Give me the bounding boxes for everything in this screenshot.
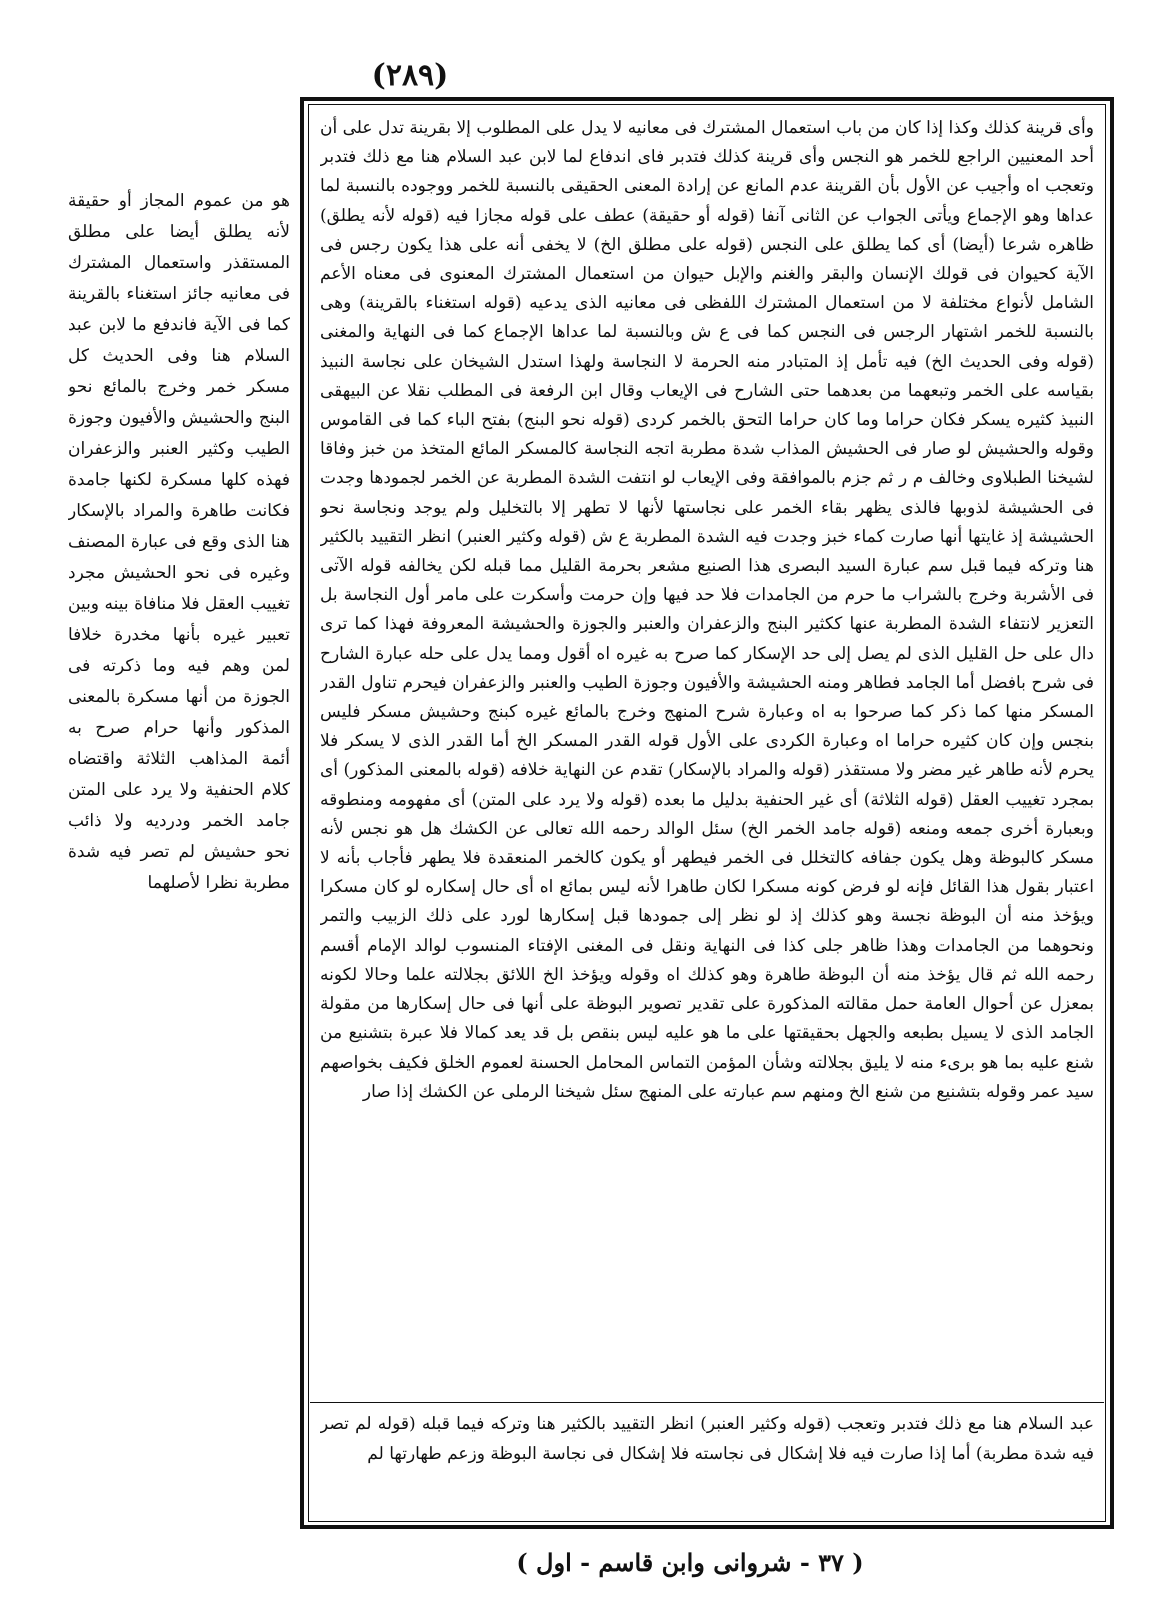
page-number: (٢٨٩) [371,58,449,93]
footnote-paragraph: عبد السلام هنا مع ذلك فتدبر وتعجب (قوله وكثير العنبر) انظر التقييد بالكثير هنا وتركه فيما قبله (قوله لم تصر فيه شدة مطربة) أما إذا صارت فيه فلا إشكال فى نجاسته فلا إشكال فى نجاسة البوظة وزعم طهارتها لم [320,1414,1094,1464]
book-signature-label: ( ٣٧ - شروانى وابن قاسم - اول ) [516,1548,864,1577]
margin-commentary-text [68,186,290,1306]
main-paragraph: وأى قرينة كذلك وكذا إذا كان من باب استعمال المشترك فى معانيه لا يدل على المطلوب إلا بقرينة تدل على أن أحد المعنيين الراجع للخمر هو النجس وأى قرينة كذلك فتدبر فاى اندفاع لما لابن عبد السلام هنا مع ذلك فتدبر وتعجب اه وأجيب عن الأول بأن القرينة عدم المانع عن إرادة المعنى الحقيقى بالنسبة للخمر ووجوده بالنسبة لما عداها وهو الإجماع ويأتى الجواب عن الثانى آنفا (قوله أو حقيقة) عطف على قوله مجازا فيه (قوله لأنه يطلق) ظاهره شرعا (أيضا) أى كما يطلق على النجس (قوله على مطلق الخ) لا يخفى أنه على هذا يكون رجس فى الآية كحيوان فى قولك الإنسان والبقر والغنم والإبل حيوان من استعمال المشترك المعنوى فى معناه الأعم الشامل لأنواع مختلفة لا من استعمال المشترك اللفظى فى معانيه الذى يدعيه (قوله استغناء بالقرينة) وهى بالنسبة للخمر اشتهار الرجس فى النجس كما فى ع ش وبالنسبة لما عداها الإجماع كما فى النهاية والمغنى (قوله وفى الحديث الخ) فيه تأمل إذ المتبادر منه الحرمة لا النجاسة ولهذا استدل الشيخان على نجاسة النبيذ بقياسه على الخمر وتبعهما من بعدهما حتى الشارح فى الإيعاب وقال ابن الرفعة فى المطلب نقلا عن البيهقى النبيذ كثيره يسكر فكان حراما وما كان حراما التحق بالخمر كردى (قوله نحو البنج) بفتح الباء كما فى القاموس وقوله والحشيش لو صار فى الحشيش المذاب شدة مطربة اتجه النجاسة كالمسكر المائع المتخذ من خبز وفاقا لشيخنا الطبلاوى وخالف م ر ثم جزم بالموافقة وفى الإيعاب لو انتفت الشدة المطربة عن الخمر لجمودها وجدت فى الحشيشة لذوبها فالذى يظهر بقاء الخمر على نجاستها لأنها لا تطهر إلا بالتخليل ولم يوجد ونجاسة نحو الحشيشة إذ غايتها أنها صارت كماء خبز وجدت فيه الشدة المطربة ع ش (قوله وكثير العنبر) انظر التقييد بالكثير هنا وتركه فيما قبل سم عبارة السيد البصرى هذا الصنيع مشعر بحرمة القليل مما قبله لكن يخالفه قوله الآتى فى الأشربة وخرج بالشراب ما حرم من الجامدات فلا حد فيها وإن حرمت وأسكرت على مامر أول النجاسة بل التعزير لانتفاء الشدة المطربة عنها ككثير البنج والزعفران والعنبر والجوزة والحشيشة المعروفة فهذا كما ترى دال على حل القليل الذى لم يصل إلى حد الإسكار كما صرح به غيره اه أقول ومما يدل على حله عبارة الشارح فى شرح بافضل أما الجامد فطاهر ومنه الحشيشة والأفيون وجوزة الطيب والعنبر والزعفران فيحرم تناول القدر المسكر منها كما ذكر كما صرحوا به اه وعبارة شرح المنهج وخرج بالمائع غيره كبنج وحشيش مسكر فليس بنجس وإن كان كثيره حراما اه وعبارة الكردى على الأول قوله القدر المسكر الخ أما القدر الذى لا يسكر فلا يحرم لأنه طاهر غير مضر ولا مستقذر (قوله والمراد بالإسكار) تقدم عن النهاية خلافه (قوله بالمعنى المذكور) أى بمجرد تغييب العقل (قوله الثلاثة) أى غير الحنفية بدليل ما بعده (قوله ولا يرد على المتن) أى مفهومه ومنطوقه وبعبارة أخرى جمعه ومنعه (قوله جامد الخمر الخ) سئل الوالد رحمه الله تعالى عن الكشك هل هو نجس لأنه مسكر كالبوظة وهل يكون جفافه كالتخلل فى الخمر فيطهر أو يكون كالخمر المنعقدة فلا يطهر فأجاب بأنه لا اعتبار بقول هذا القائل فإنه لو فرض كونه مسكرا لكان طاهرا لأنه ليس بمائع اه أى حال إسكاره لو كان مسكرا ويؤخذ منه أن البوظة نجسة وهو كذلك إذ لو نظر إلى جمودها قبل إسكارها لورد على ذلك الزبيب والتمر ونحوهما من الجامدات وهذا ظاهر جلى كذا فى النهاية ونقل فى المغنى الإفتاء المنسوب لوالد الإمام أقسم رحمه الله ثم قال يؤخذ منه أن البوظة طاهرة وهو كذلك اه وقوله ويؤخذ الخ اللائق بجلالته علما وحالا لكونه بمعزل عن أحوال العامة حمل مقالته المذكورة على تقدير تصوير البوظة على أنها فى حال إسكارها من مقولة الجامد الذى لا يسيل بطبعه والجهل بحقيقتها على ما هو عليه ليس بنقص بل قد يعد كمالا فلا عبرة بتشنيع من شنع عليه بما هو برىء منه لا يليق بجلالته وشأن المؤمن التماس المحامل الحسنة لعموم الخلق فكيف بخواصهم سيد عمر وقوله بتشنيع من شنع الخ ومنهم سم عبارته على المنهج سئل شيخنا الرملى عن الكشك إذا صار [320,118,1094,1102]
margin-paragraph: هو من عموم المجاز أو حقيقة لأنه يطلق أيضا على مطلق المستقذر واستعمال المشترك فى معانيه جائز استغناء بالقرينة كما فى الآية فاندفع ما لابن عبد السلام هنا وفى الحديث كل مسكر خمر وخرج بالمائع نحو البنج والحشيش والأفيون وجوزة الطيب وكثير العنبر والزعفران فهذه كلها مسكرة لكنها جامدة فكانت طاهرة والمراد بالإسكار هنا الذى وقع فى عبارة المصنف وغيره فى نحو الحشيش مجرد تغييب العقل فلا منافاة بينه وبين تعبير غيره بأنها مخدرة خلافا لمن وهم فيه وما ذكرته فى الجوزة من أنها مسكرة بالمعنى المذكور وأنها حرام صرح به أئمة المذاهب الثلاثة واقتضاه كلام الحنفية ولا يرد على المتن جامد الخمر ودرديه ولا ذائب نحو حشيش لم تصر فيه شدة مطربة نظرا لأصلهما [68,191,290,893]
footnote-separator [310,1402,1104,1403]
main-commentary-text [320,114,1094,1400]
footnote-text [320,1410,1094,1514]
